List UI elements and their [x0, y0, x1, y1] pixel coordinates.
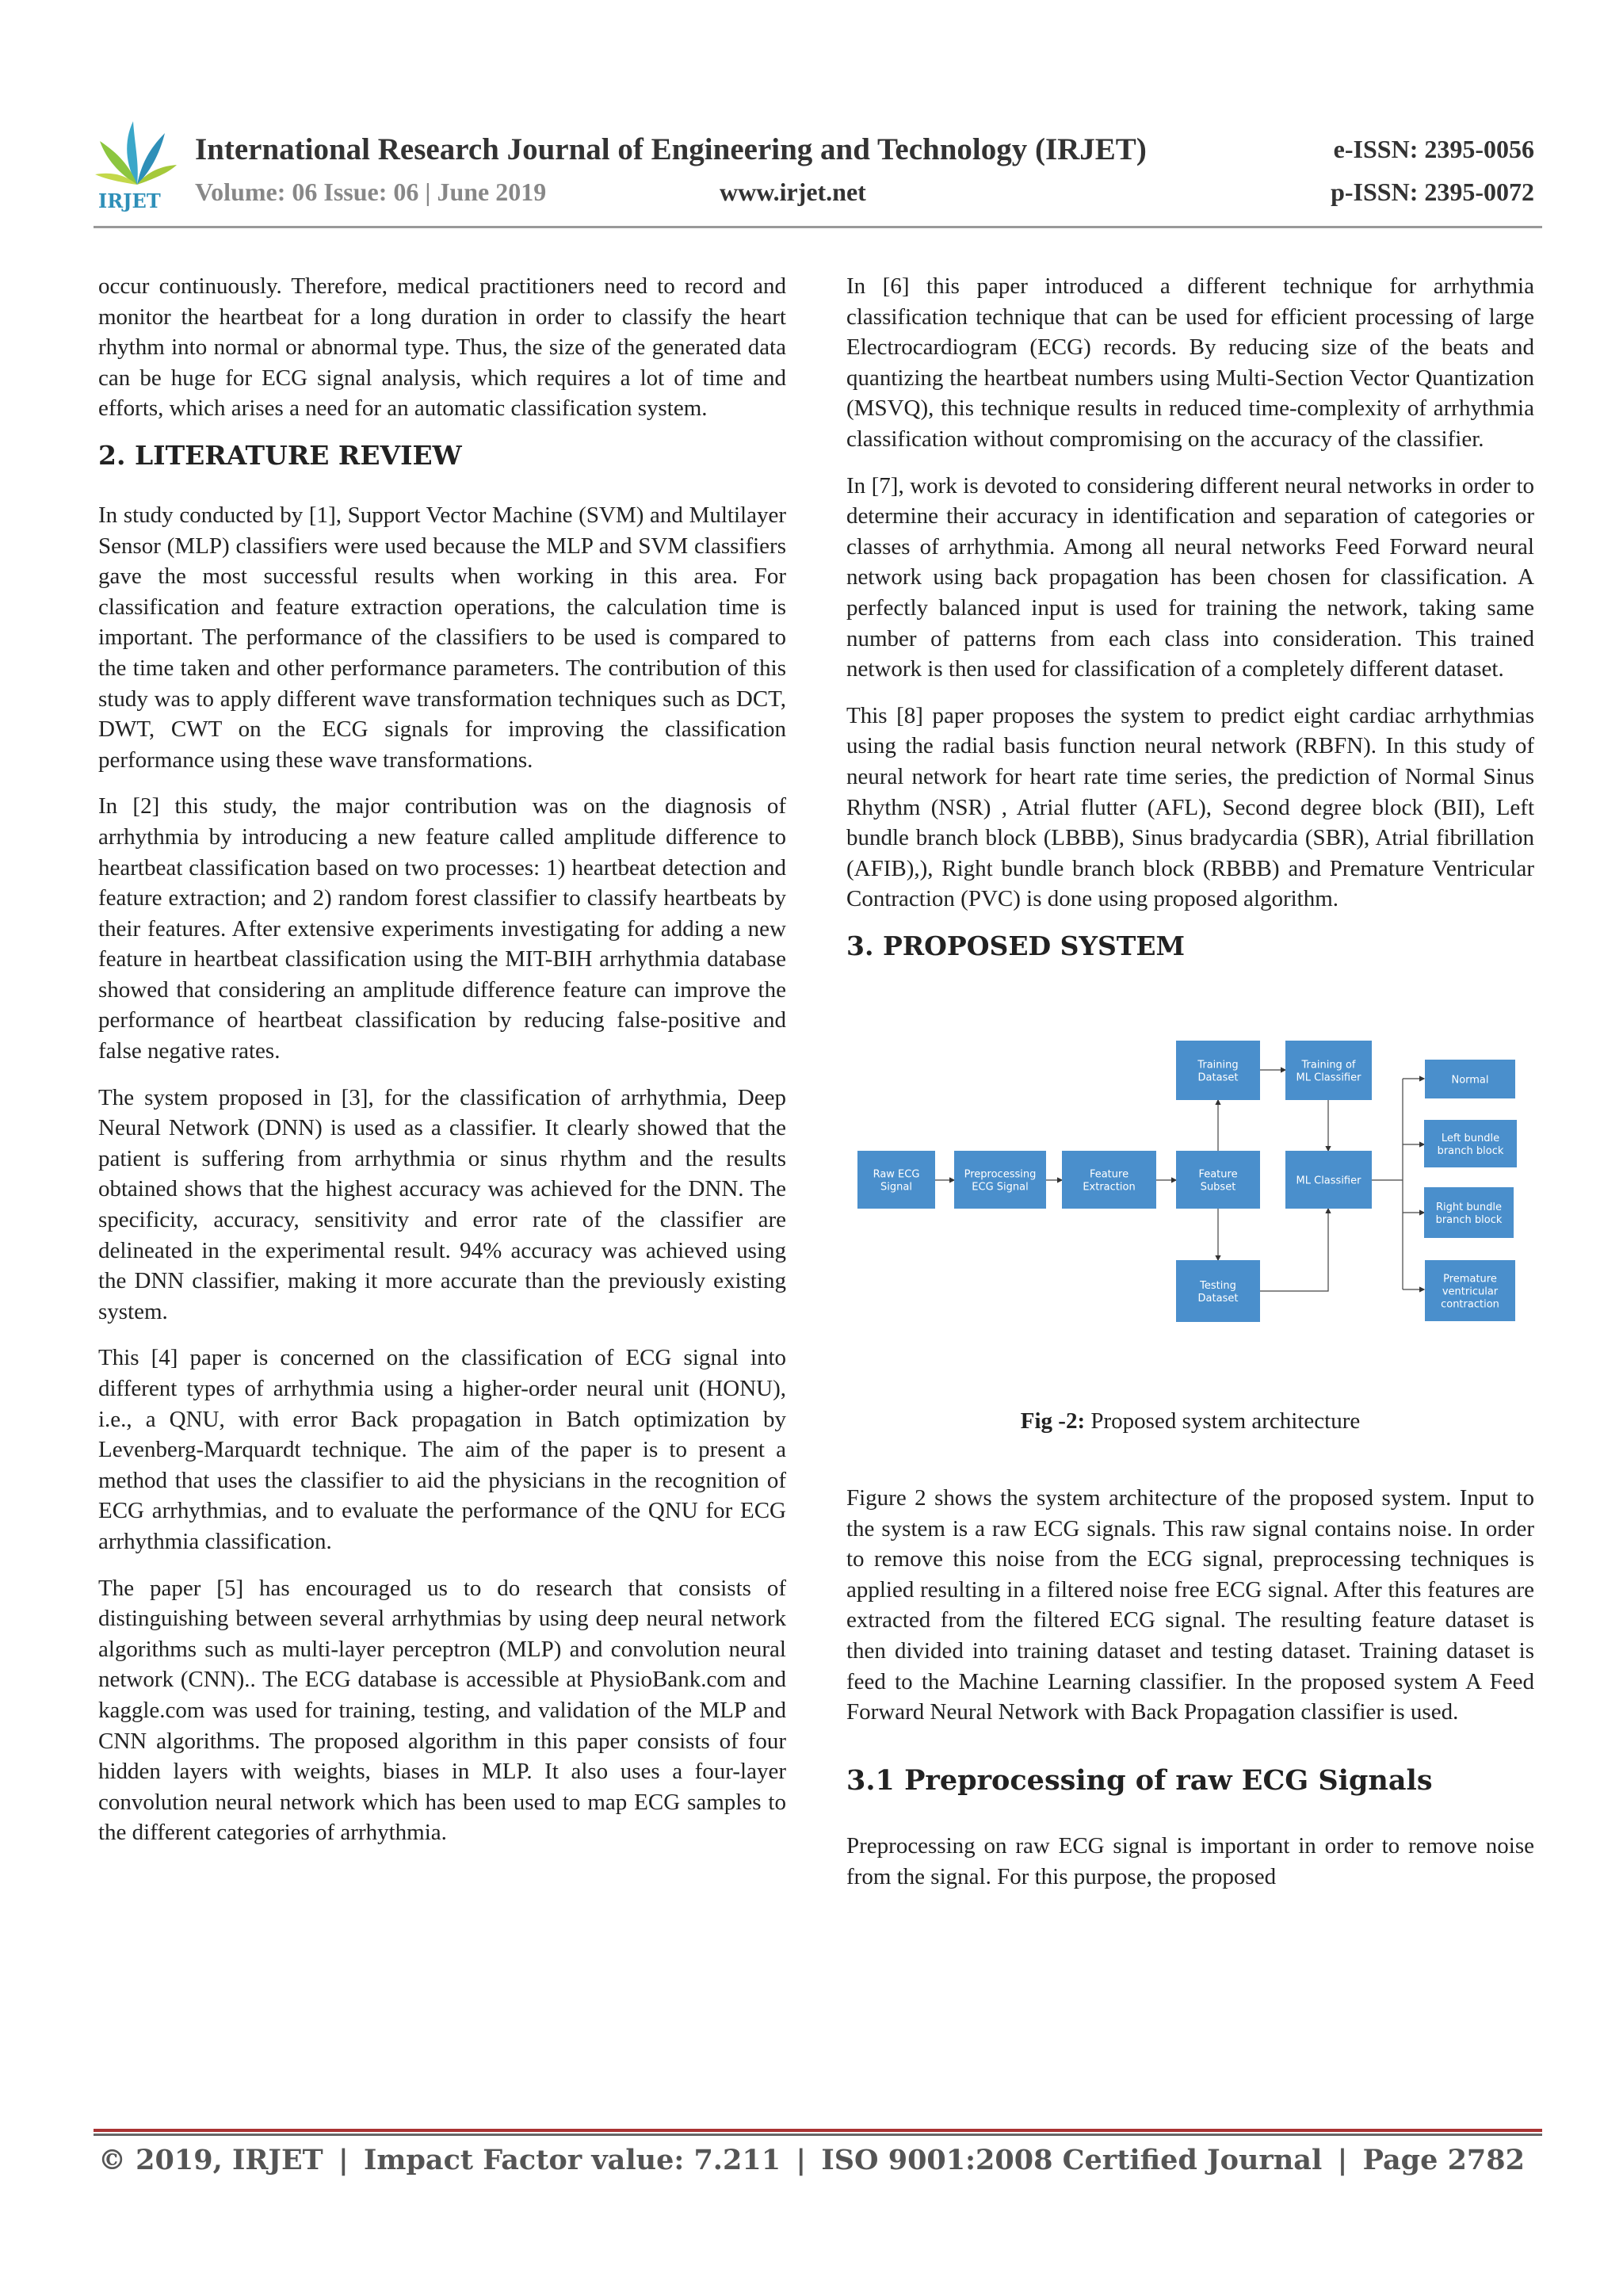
p-issn: p-ISSN: 2395-0072 [1331, 178, 1534, 206]
right-column [846, 271, 1534, 1908]
paragraph: In [6] this paper introduced a different technique for arrhythmia classification technique that can be used for efficient processing of large Electrocardiogram (ECG) records. By reducing size of the beats and quantizing the heartbeat numbers using Multi-Section Vector Quantization (MSVQ), this technique results in reduced time-complexity of arrhythmia classification without compromising on the accuracy of the classifier. [846, 273, 1534, 452]
journal-title: International Research Journal of Engineering and Technology (IRJET) [195, 132, 1147, 166]
diagram-box-label: ventricular [1442, 1286, 1499, 1298]
paragraph: In [7], work is devoted to considering different neural networks in order to determine their accuracy in identification and separation of categories or classes of arrhythmia. Among all neural networks Feed Forward neural network using back propagation has been chosen for classification. A perfectly balanced input is used for training the network, taking same number of patterns from each class into consideration. This trained network is then used for classification of a completely different dataset. [846, 472, 1534, 682]
paragraph: The system proposed in [3], for the classification of arrhythmia, Deep Neural Network (DNN) is used as a classifier. It clearly showed that the patient is suffering from arrhythmia or sinus rhythm and the results obtained shows that the highest accuracy was achieved for the DNN. The specificity, accuracy, sensitivity and error rate of the classifier are delineated in the experimental result. 94% accuracy was achieved using the DNN classifier, making it more accurate than the previously existing system. [98, 1084, 786, 1324]
diagram-box-label: Preprocessing [964, 1168, 1037, 1181]
paragraph: Preprocessing on raw ECG signal is important in order to remove noise from the signal. For this purpose, the proposed [846, 1833, 1534, 1889]
section-heading: 3. PROPOSED SYSTEM [846, 930, 1186, 961]
diagram-box-label: Training [1197, 1059, 1239, 1072]
diagram-box-label: Left bundle [1441, 1132, 1500, 1144]
e-issn: e-ISSN: 2395-0056 [1333, 135, 1534, 163]
diagram-box-label: Feature [1089, 1168, 1129, 1181]
diagram-box-label: Dataset [1197, 1072, 1239, 1084]
website-link[interactable]: www.irjet.net [720, 178, 866, 206]
page-number: Page 2782 [1362, 2144, 1525, 2176]
diagram-box-label: contraction [1441, 1298, 1499, 1311]
footer-divider-secondary [94, 2134, 1542, 2136]
header-divider [94, 226, 1542, 228]
diagram-box-label: Right bundle [1436, 1201, 1502, 1213]
copyright: © 2019, IRJET [98, 2144, 323, 2176]
separator: | [338, 2144, 349, 2176]
diagram-box-label: Feature [1198, 1168, 1238, 1181]
diagram-box-label: Raw ECG [873, 1168, 920, 1181]
arrow [1260, 1209, 1328, 1291]
footer-divider [94, 2129, 1542, 2132]
diagram-box-label: branch block [1435, 1213, 1503, 1226]
diagram-box-label: ML Classifier [1296, 1175, 1361, 1187]
figure-caption [846, 1406, 1534, 1437]
paragraph: The paper [5] has encouraged us to do research that consists of distinguishing between several arrhythmias by using deep neural network algorithms such as multi-layer perceptron (MLP) and convolution neural network (CNN).. The ECG database is accessible at PhysioBank.com and kaggle.com was used for training, testing, and validation of the MLP and CNN algorithms. The proposed algorithm in this paper consists of four hidden layers with weights, biases in MLP. It also uses a four-layer convolution neural network which has been used to map ECG samples to the different categories of arrhythmia. [98, 1575, 786, 1846]
diagram-box-label: Extraction [1083, 1181, 1136, 1194]
diagram-box-label: ECG Signal [972, 1181, 1029, 1194]
separator: | [796, 2144, 807, 2176]
section-heading: 2. LITERATURE REVIEW [98, 439, 462, 471]
diagram-box-label: Dataset [1197, 1292, 1239, 1305]
diagram-box-label: Training of [1301, 1059, 1356, 1072]
diagram-box-label: ML Classifier [1296, 1072, 1361, 1084]
diagram-box-label: Signal [880, 1181, 912, 1194]
svg-text:IRJET: IRJET [98, 189, 161, 212]
diagram-box-label: Normal [1451, 1074, 1489, 1087]
page-footer [98, 2144, 1525, 2176]
irjet-logo [94, 117, 181, 212]
system-architecture-diagram [848, 1014, 1561, 1347]
diagram-box-label: Subset [1200, 1181, 1236, 1194]
paragraph: In study conducted by [1], Support Vector Machine (SVM) and Multilayer Sensor (MLP) classifiers were used because the MLP and SVM classifiers gave the most successful results when working in this area. For classification and feature extraction operations, the calculation time is important. The performance of the classifiers to be used is compared to the time taken and other performance parameters. The contribution of this study was to apply different wave transformation techniques such as DCT, DWT, CWT on the ECG signals for improving the classification performance using these wave transformations. [98, 502, 786, 773]
iso-certification: ISO 9001:2008 Certified Journal [821, 2144, 1323, 2176]
separator: | [1337, 2144, 1348, 2176]
diagram-box-label: Testing [1200, 1279, 1236, 1292]
paragraph: This [8] paper proposes the system to predict eight cardiac arrhythmias using the radial basis function neural network (RBFN). In this study of neural network for heart rate time series, the prediction of Normal Sinus Rhythm (NSR) , Atrial flutter (AFL), Second degree block (BII), Left bundle branch block (LBBB), Sinus bradycardia (SBR), Atrial fibrillation (AFIB),), Right bundle branch block (RBBB) and Premature Ventricular Contraction (PVC) is done using proposed algorithm. [846, 702, 1534, 912]
subsection-heading: 3.1 Preprocessing of raw ECG Signals [846, 1763, 1433, 1797]
diagram-box-label: branch block [1437, 1144, 1504, 1157]
caption-label: Fig -2: [1020, 1408, 1086, 1435]
paragraph: occur continuously. Therefore, medical practitioners need to record and monitor the heartbeat for a long duration in order to classify the heart rhythm into normal or abnormal type. Thus, the size of the generated data can be huge for ECG signal analysis, which requires a lot of time and efforts, which arises a need for an automatic classification system. [98, 273, 786, 422]
impact-factor: Impact Factor value: 7.211 [364, 2144, 781, 2176]
left-column [98, 271, 786, 1864]
caption-text: Proposed system architecture [1085, 1408, 1361, 1435]
paragraph: Figure 2 shows the system architecture of the proposed system. Input to the system is a raw ECG signals. This raw signal contains noise. In order to remove this noise from the ECG signal, preprocessing techniques is applied resulting in a filtered noise free ECG signal. After this features are extracted from the filtered ECG signal. The resulting feature dataset is then divided into training dataset and testing dataset. Training dataset is feed to the Machine Learning classifier. In the proposed system A Feed Forward Neural Network with Back Propagation classifier is used. [846, 1485, 1534, 1725]
diagram-box-label: Premature [1443, 1273, 1497, 1286]
paragraph: In [2] this study, the major contribution was on the diagnosis of arrhythmia by introducing a new feature called amplitude difference to heartbeat classification based on two processes: 1) heartbeat detection and feature extraction; and 2) random forest classifier to classify heartbeats by their features. After extensive experiments investigating for adding a new feature in heartbeat classification using the MIT-BIH arrhythmia database showed that considering an amplitude difference feature can improve the performance of heartbeat classification by reducing false-positive and false negative rates. [98, 793, 786, 1064]
volume-issue: Volume: 06 Issue: 06 | June 2019 [195, 178, 547, 206]
paragraph: This [4] paper is concerned on the classification of ECG signal into different types of arrhythmia using a higher-order neural unit (HONU), i.e., a QNU, with error Back propagation in Batch optimization by Levenberg-Marquardt technique. The aim of the paper is to present a method that uses the classifier to aid the physicians in the recognition of ECG arrhythmias, and to evaluate the performance of the QNU for ECG arrhythmia classification. [98, 1345, 786, 1554]
